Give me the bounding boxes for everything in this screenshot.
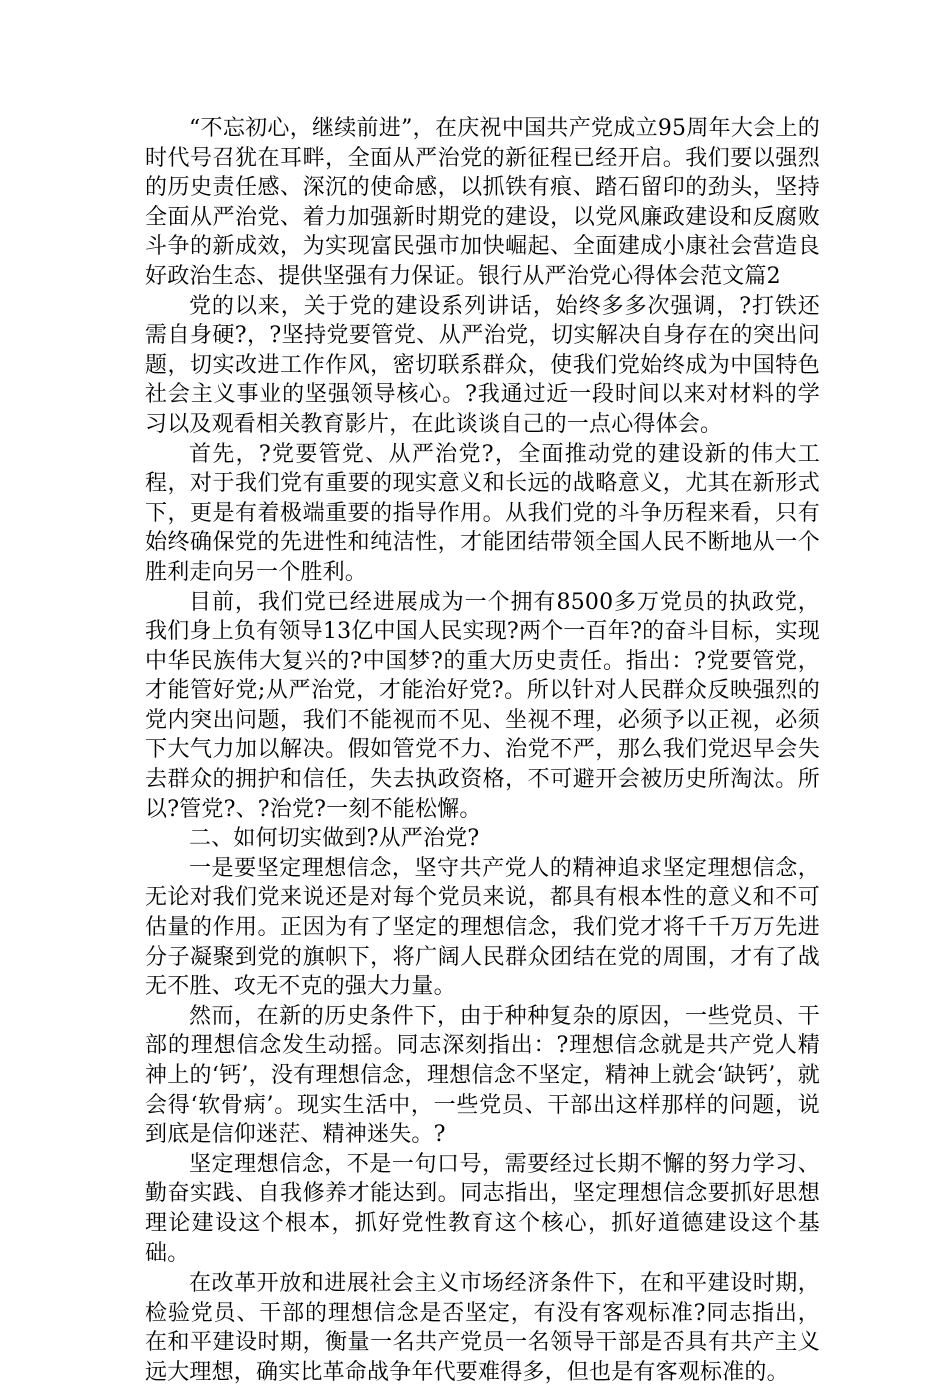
document-body	[145, 114, 820, 1388]
paragraph-4: 目前，我们党已经进展成为一个拥有8500多万党员的执政党，我们身上负有领导13亿中国人民实现?两个一百年?的奋斗目标，实现中华民族伟大复兴的?中国梦?的重大历史责任。指出：?党要管党，才能管好党;从严治党，才能治好党?。所以针对人民群众反映强烈的党内突出问题，我们不能视而不见、坐视不理，必须予以正视，必须下大气力加以解决。假如管党不力、治党不严，那么我们党迟早会失去群众的拥护和信任，失去执政资格，不可避开会被历史所淘汰。所以?管党?、?治党?一刻不能松懈。	[145, 589, 820, 822]
paragraph-2: 党的以来，关于党的建设系列讲话，始终多多次强调，?打铁还需自身硬?，?坚持党要管党、从严治党，切实解决自身存在的突出问题，切实改进工作作风，密切联系群众，使我们党始终成为中国特色社会主义事业的坚强领导核心。?我通过近一段时间以来对材料的学习以及观看相关教育影片，在此谈谈自己的一点心得体会。	[145, 293, 820, 437]
section-heading-2: 二、如何切实做到?从严治党?	[189, 826, 480, 852]
paragraph-3: 首先，?党要管党、从严治党?，全面推动党的建设新的伟大工程，对于我们党有重要的现实意义和长远的战略意义，尤其在新形式下，更是有着极端重要的指导作用。从我们党的斗争历程来看，只有始终确保党的先进性和纯洁性，才能团结带领全国人民不断地从一个胜利走向另一个胜利。	[145, 441, 820, 585]
paragraph-6: 然而，在新的历史条件下，由于种种复杂的原因，一些党员、干部的理想信念发生动摇。同志深刻指出：?理想信念就是共产党人精神上的‘钙’，没有理想信念，理想信念不坚定，精神上就会‘缺钙’，就会得‘软骨病’。现实生活中，一些党员、干部出这样那样的问题，说到底是信仰迷茫、精神迷失。?	[145, 1003, 820, 1148]
paragraph-5: 一是要坚定理想信念，坚守共产党人的精神追求坚定理想信念，无论对我们党来说还是对每个党员来说，都具有根本性的意义和不可估量的作用。正因为有了坚定的理想信念，我们党才将千千万万先进分子凝聚到党的旗帜下，将广阔人民群众团结在党的周围，才有了战无不胜、攻无不克的强大力量。	[145, 855, 820, 1000]
paragraph-1: “不忘初心，继续前进”，在庆祝中国共产党成立95周年大会上的时代号召犹在耳畔，全面从严治党的新征程已经开启。我们要以强烈的历史责任感、深沉的使命感，以抓铁有痕、踏石留印的劲头，坚持全面从严治党、着力加强新时期党的建设，以党风廉政建设和反腐败斗争的新成效，为实现富民强市加快崛起、全面建成小康社会营造良好政治生态、提供坚强有力保证。银行从严治党心得体会范文篇2	[145, 116, 820, 289]
paragraph-8: 在改革开放和进展社会主义市场经济条件下，在和平建设时期，检验党员、干部的理想信念是否坚定，有没有客观标准?同志指出，在和平建设时期，衡量一名共产党员一名领导干部是否具有共产主义远大理想，确实比革命战争年代要难得多，但也是有客观标准的。	[145, 1271, 820, 1385]
paragraph-7: 坚定理想信念，不是一句口号，需要经过长期不懈的努力学习、勤奋实践、自我修养才能达到。同志指出，坚定理想信念要抓好思想理论建设这个根本，抓好党性教育这个核心，抓好道德建设这个基础。	[145, 1151, 820, 1266]
